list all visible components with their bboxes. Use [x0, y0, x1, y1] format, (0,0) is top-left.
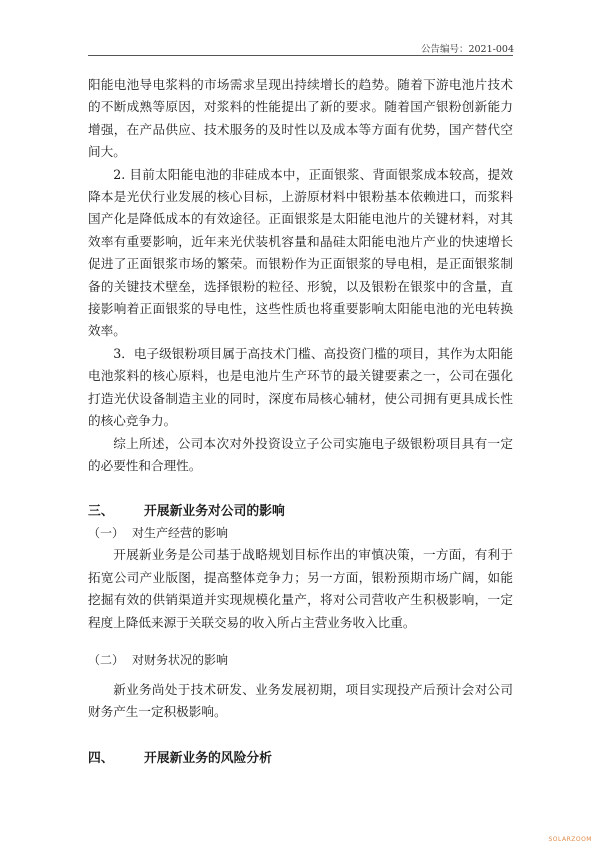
- paragraph-market-demand: 阳能电池导电浆料的市场需求呈现出持续增长的趋势。随着下游电池片技术的不断成熟等原因，对浆料的性能提出了新的要求。随着国产银粉创新能力增强，在产品供应、技术服务的及时性以及成本等方面有优势，国产替代空间大。: [88, 77, 513, 160]
- subsection-3-1-heading: [88, 523, 513, 544]
- header-divider: [88, 55, 513, 56]
- subsection-3-1-number: （一）: [88, 526, 125, 541]
- section-4-title: 开展新业务的风险分析: [144, 750, 272, 766]
- subsection-3-2-title: 对财务状况的影响: [132, 652, 229, 667]
- document-body: [88, 74, 513, 770]
- section-3-number: 三、: [88, 504, 114, 520]
- subsection-3-1-title: 对生产经营的影响: [132, 526, 229, 541]
- paragraph-financial-impact: 新业务尚处于技术研发、业务发展初期，项目实现投产后预计会对公司财务产生一定积极影响。: [88, 681, 513, 720]
- subsection-3-2-heading: [88, 650, 513, 671]
- subsection-3-2-number: （二）: [88, 652, 125, 667]
- announcement-number: 公告编号：2021-004: [420, 44, 514, 55]
- section-3-heading: [88, 501, 513, 523]
- section-4-heading: [88, 748, 513, 770]
- watermark-logo: SOLARZOOM: [548, 836, 592, 843]
- paragraph-point-2: 2. 目前太阳能电池的非硅成本中，正面银浆、背面银浆成本较高，提效降本是光伏行业发展的核心目标，上游原材料中银粉基本依赖进口，而浆料国产化是降低成本的有效途径。正面银浆是太阳能电池片的关键材料，对其效率有重要影响，近年来光伏装机容量和晶硅太阳能电池片产业的快速增长促进了正面银浆市场的繁荣。而银粉作为正面银浆的导电相，是正面银浆制备的关键技术壁垒，选择银粉的粒径、形貌，以及银粉在银浆中的含量，直接影响着正面银浆的导电性，这些性质也将重要影响太阳能电池的光电转换效率。: [88, 166, 513, 339]
- paragraph-production-impact: 开展新业务是公司基于战略规划目标作出的审慎决策，一方面，有利于拓宽公司产业版图，提高整体竞争力；另一方面，银粉预期市场广阔，如能挖掘有效的供销渠道并实现规模化量产，将对公司营收产生积极影响，一定程度上降低来源于关联交易的收入所占主营业务收入比重。: [88, 547, 513, 630]
- paragraph-summary: 综上所述，公司本次对外投资设立子公司实施电子级银粉项目具有一定的必要性和合理性。: [88, 435, 513, 473]
- section-4-number: 四、: [88, 750, 114, 766]
- paragraph-point-3: 3．电子级银粉项目属于高技术门槛、高投资门槛的项目，其作为太阳能电池浆料的核心原料，也是电池片生产环节的最关键要素之一，公司在强化打造光伏设备制造主业的同时，深度布局核心辅材，使公司拥有更具成长性的核心竞争力。: [88, 345, 513, 429]
- section-3-title: 开展新业务对公司的影响: [144, 504, 285, 520]
